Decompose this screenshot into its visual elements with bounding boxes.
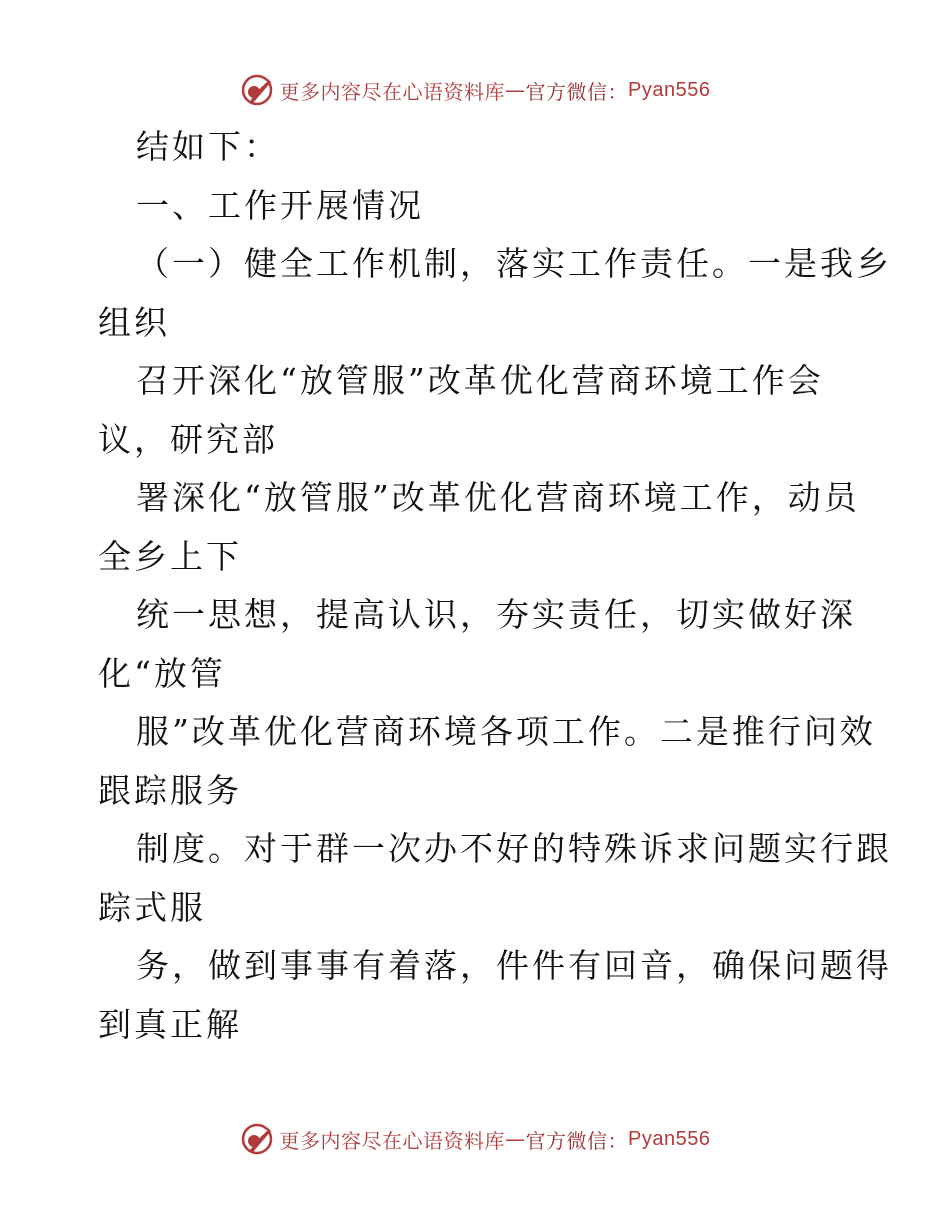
banner-dash: — [505, 78, 526, 102]
body-line: 到真正解 [98, 1004, 242, 1044]
body-line: 署深化“放管服”改革优化营商环境工作，动员 [136, 478, 860, 517]
banner-dash: — [505, 1127, 526, 1151]
body-line: 全乡上下 [98, 536, 242, 576]
document-body [98, 118, 892, 1054]
header-watermark-banner [0, 70, 950, 110]
quill-pen-circle-logo-icon [240, 1122, 274, 1156]
body-line: 议，研究部 [98, 419, 278, 459]
banner-wechat-id: Pyan556 [628, 1127, 711, 1150]
body-line: 结如下： [136, 127, 280, 166]
banner-main-text: 更多内容尽在心语资料库 [279, 1128, 506, 1153]
banner-main-text: 更多内容尽在心语资料库 [279, 79, 506, 104]
body-line: 跟踪服务 [98, 770, 242, 810]
body-line: 化“放管 [98, 653, 226, 693]
footer-watermark-banner [0, 1119, 950, 1159]
banner-wechat-label: 官方微信： [525, 79, 629, 104]
body-line: 召开深化“放管服”改革优化营商环境工作会 [136, 361, 824, 400]
body-line: 制度。对于群一次办不好的特殊诉求问题实行跟 [136, 829, 892, 868]
body-line: 组织 [98, 302, 170, 342]
body-line: 踪式服 [98, 887, 206, 927]
banner-wechat-id: Pyan556 [628, 78, 711, 101]
section-heading: 一、工作开展情况 [136, 185, 424, 225]
quill-pen-circle-logo-icon [240, 73, 274, 107]
body-line: 服”改革优化营商环境各项工作。二是推行问效 [136, 712, 876, 751]
body-line: 统一思想，提高认识，夯实责任，切实做好深 [136, 595, 856, 634]
body-line: 务，做到事事有着落，件件有回音，确保问题得 [136, 946, 892, 985]
body-line: （一）健全工作机制，落实工作责任。一是我乡 [136, 244, 892, 283]
banner-wechat-label: 官方微信： [525, 1128, 629, 1153]
